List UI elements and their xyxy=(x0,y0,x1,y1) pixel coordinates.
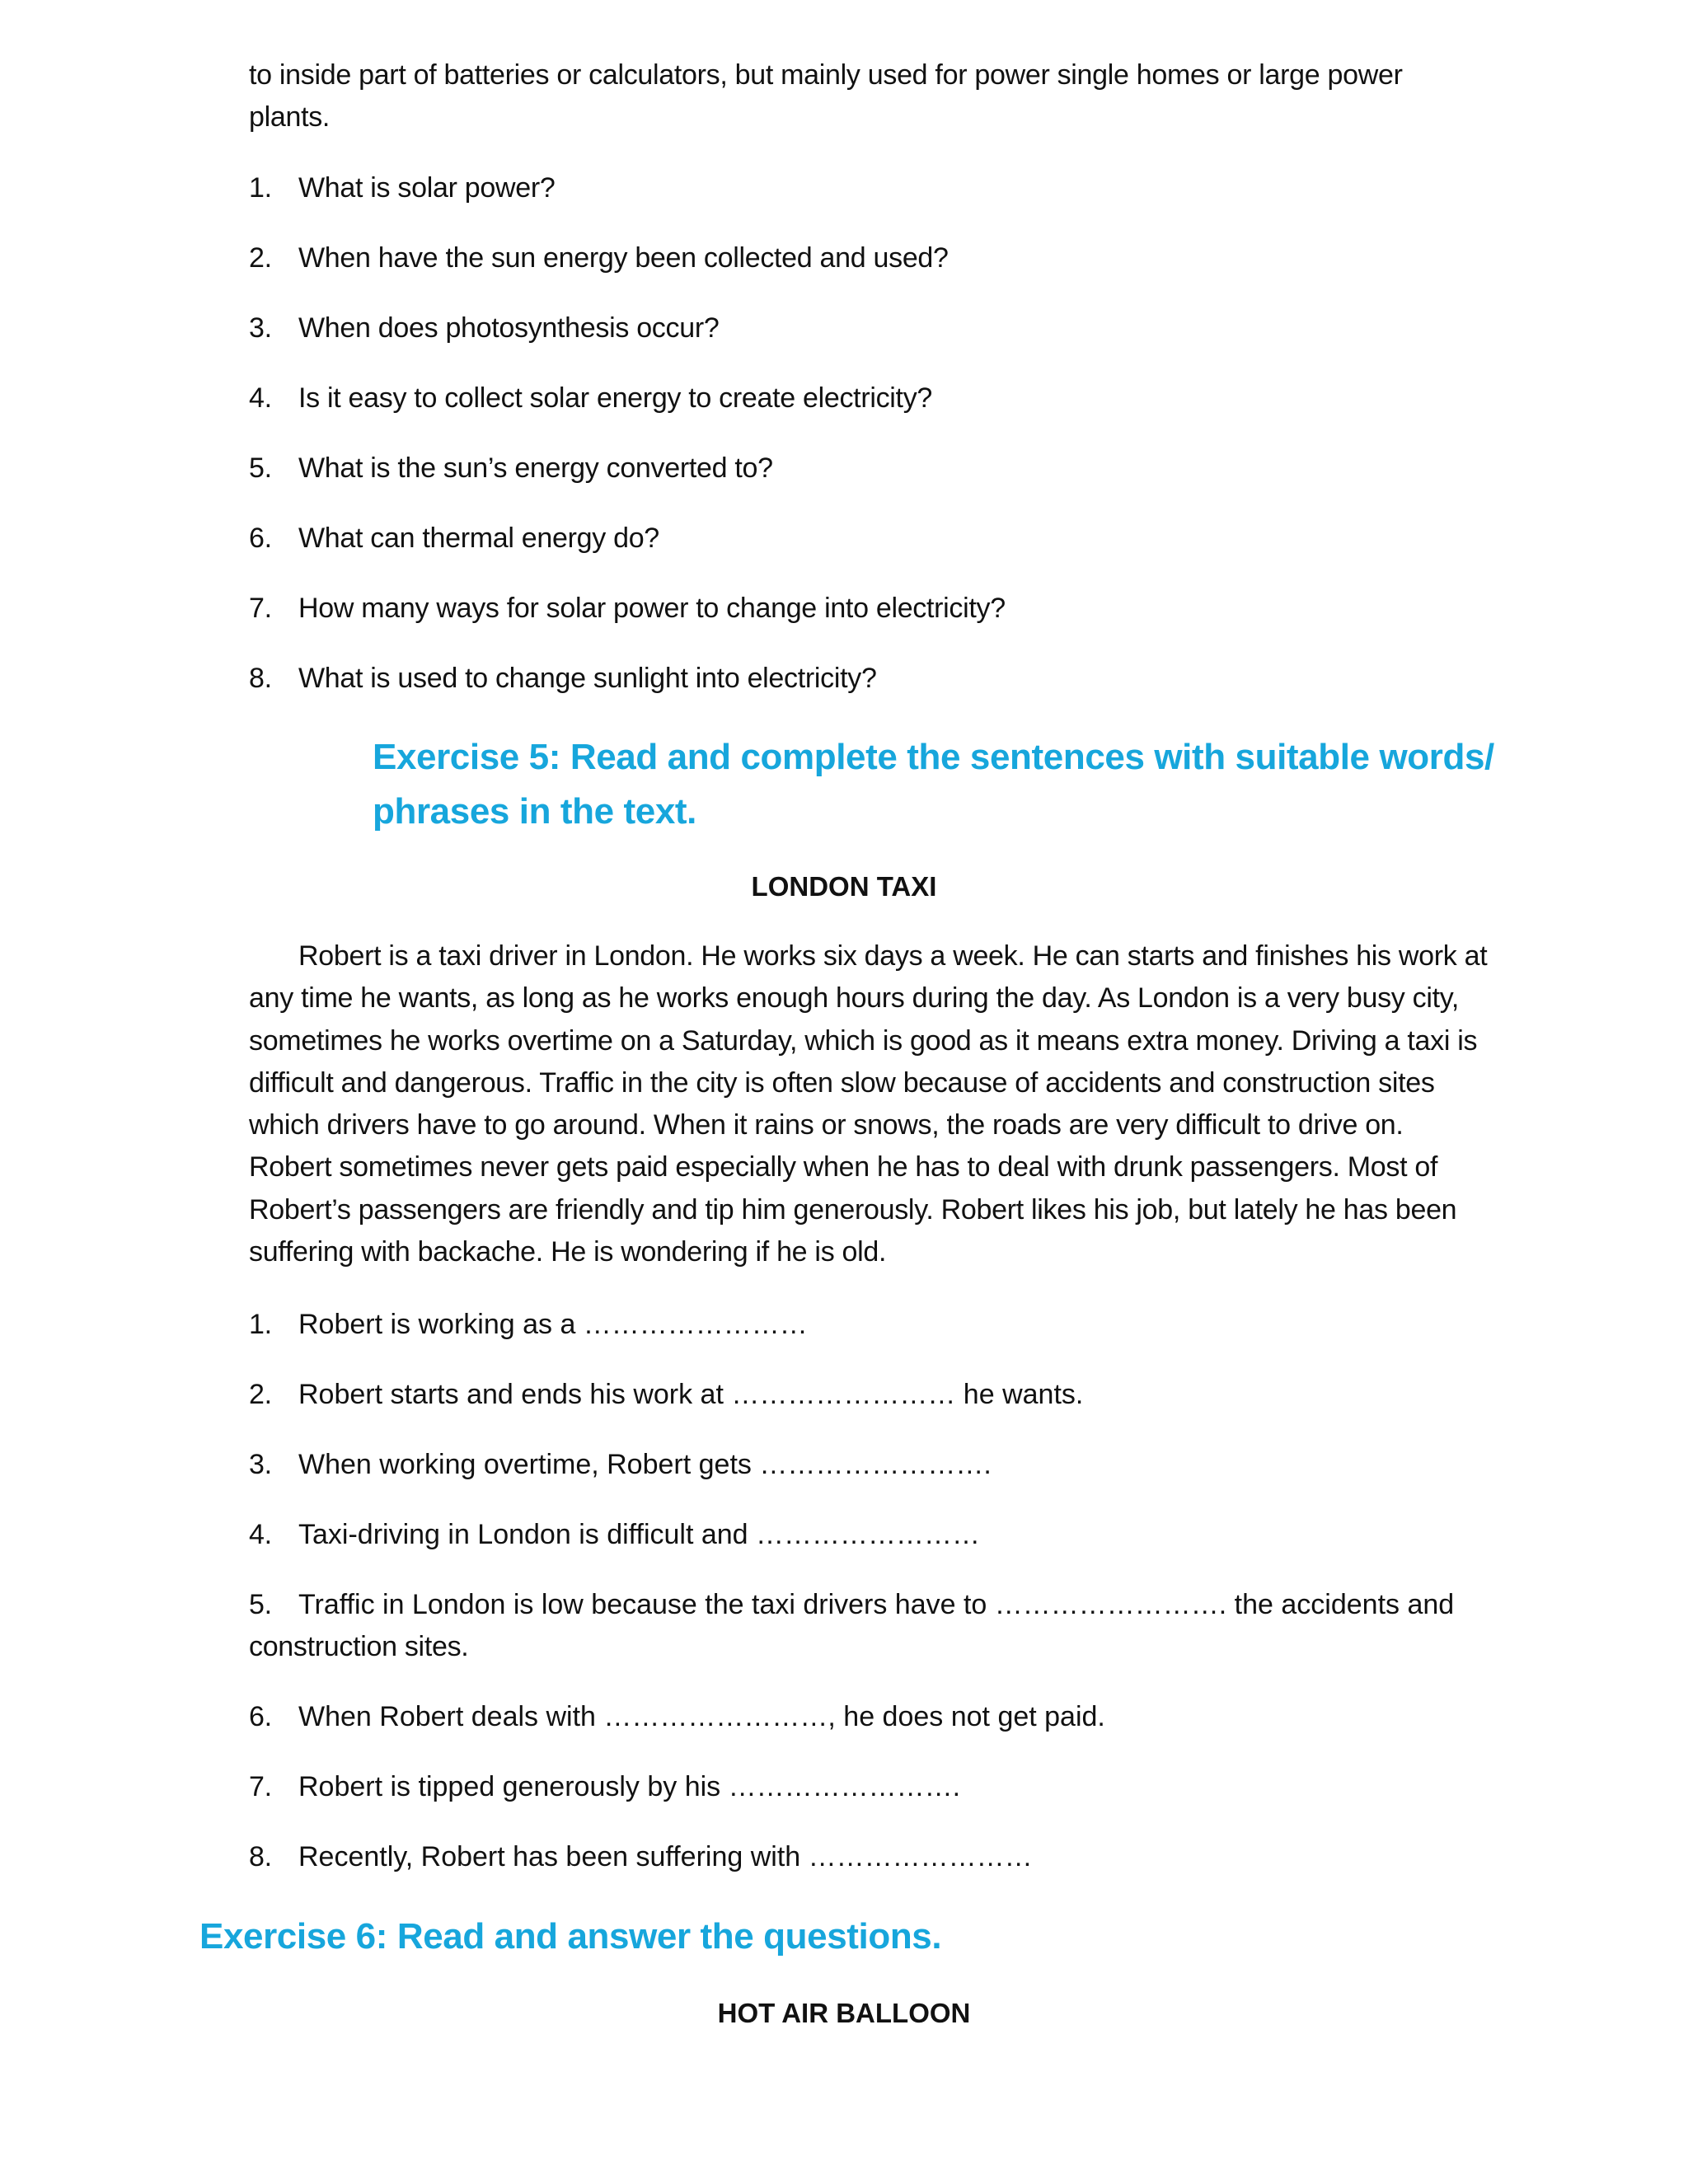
item-number: 3. xyxy=(249,1449,272,1480)
question-number: 4. xyxy=(249,382,272,414)
passage-line: which drivers have to go around. When it rains or snows, the roads are very difficult to drive on. xyxy=(249,1109,1404,1141)
item-number: 2. xyxy=(249,1379,272,1410)
passage-line: Robert is a taxi driver in London. He works six days a week. He can starts and finishes his work at xyxy=(298,940,1488,972)
item-text: Robert is tipped generously by his ……………………. xyxy=(298,1771,961,1802)
passage-title-london-taxi: LONDON TAXI xyxy=(751,871,937,902)
question-item-5 xyxy=(249,448,773,490)
question-number: 7. xyxy=(249,593,272,624)
item-text: Robert starts and ends his work at …………………… he wants. xyxy=(298,1379,1084,1410)
question-text: When does photosynthesis occur? xyxy=(298,312,720,344)
completion-item-5-continued: construction sites. xyxy=(249,1631,469,1662)
question-text: How many ways for solar power to change into electricity? xyxy=(298,593,1006,624)
item-number: 8. xyxy=(249,1841,272,1872)
question-text: Is it easy to collect solar energy to create electricity? xyxy=(298,382,933,414)
exercise-5-heading-line-1: Exercise 5: Read and complete the sentences with suitable words/ xyxy=(373,737,1494,777)
question-number: 2. xyxy=(249,242,272,274)
question-text: What is used to change sunlight into electricity? xyxy=(298,663,877,694)
completion-item-6 xyxy=(249,1696,1105,1738)
passage-title-hot-air-balloon: HOT AIR BALLOON xyxy=(717,1998,971,2028)
question-number: 6. xyxy=(249,523,272,554)
question-number: 1. xyxy=(249,172,272,204)
item-text: Robert is working as a …………………… xyxy=(298,1309,808,1340)
passage-line: difficult and dangerous. Traffic in the city is often slow because of accidents and construction sites xyxy=(249,1066,1435,1099)
passage-line: Robert sometimes never gets paid especially when he has to deal with drunk passengers. Most of xyxy=(249,1151,1438,1183)
question-item-4 xyxy=(249,377,932,419)
item-number: 6. xyxy=(249,1701,272,1732)
item-number: 5. xyxy=(249,1589,272,1620)
passage-line: suffering with backache. He is wondering if he is old. xyxy=(249,1236,887,1268)
intro-line-1: to inside part of batteries or calculators, but mainly used for power single homes or large power xyxy=(249,59,1403,91)
question-item-8 xyxy=(249,658,877,700)
question-number: 5. xyxy=(249,452,272,484)
item-text: When working overtime, Robert gets ……………………. xyxy=(298,1449,992,1480)
item-text: Traffic in London is low because the taxi drivers have to ……………………. the accidents and xyxy=(298,1589,1455,1620)
question-text: What can thermal energy do? xyxy=(298,523,659,554)
item-number: 4. xyxy=(249,1519,272,1550)
completion-item-4 xyxy=(249,1514,980,1556)
item-number: 7. xyxy=(249,1771,272,1802)
question-number: 8. xyxy=(249,663,272,694)
passage-line: Robert’s passengers are friendly and tip him generously. Robert likes his job, but lately he has been xyxy=(249,1193,1457,1226)
passage-line: sometimes he works overtime on a Saturday, which is good as it means extra money. Driving a taxi is xyxy=(249,1024,1478,1057)
question-text: What is the sun’s energy converted to? xyxy=(298,452,773,484)
passage-london-taxi xyxy=(249,935,1502,1273)
intro-line-2: plants. xyxy=(249,101,331,133)
question-number: 3. xyxy=(249,312,272,344)
completion-item-2 xyxy=(249,1374,1083,1416)
question-item-1 xyxy=(249,167,555,209)
completion-item-5 xyxy=(249,1584,1454,1626)
question-text: What is solar power? xyxy=(298,172,556,204)
item-number: 1. xyxy=(249,1309,272,1340)
passage-line: any time he wants, as long as he works enough hours during the day. As London is a very busy city, xyxy=(249,982,1460,1015)
question-item-6 xyxy=(249,518,659,560)
completion-item-8 xyxy=(249,1836,1033,1878)
item-text: Recently, Robert has been suffering with …………………… xyxy=(298,1841,1033,1872)
exercise-6-heading: Exercise 6: Read and answer the questions. xyxy=(199,1916,942,1957)
completion-item-7 xyxy=(249,1766,960,1808)
question-item-7 xyxy=(249,588,1006,630)
completion-item-3 xyxy=(249,1444,992,1486)
question-item-3 xyxy=(249,307,719,349)
item-text: When Robert deals with ……………………, he does not get paid. xyxy=(298,1701,1105,1732)
question-item-2 xyxy=(249,237,949,279)
item-text: Taxi-driving in London is difficult and …………………… xyxy=(298,1519,981,1550)
completion-item-1 xyxy=(249,1304,808,1346)
question-text: When have the sun energy been collected and used? xyxy=(298,242,949,274)
exercise-5-heading-line-2: phrases in the text. xyxy=(373,791,697,832)
